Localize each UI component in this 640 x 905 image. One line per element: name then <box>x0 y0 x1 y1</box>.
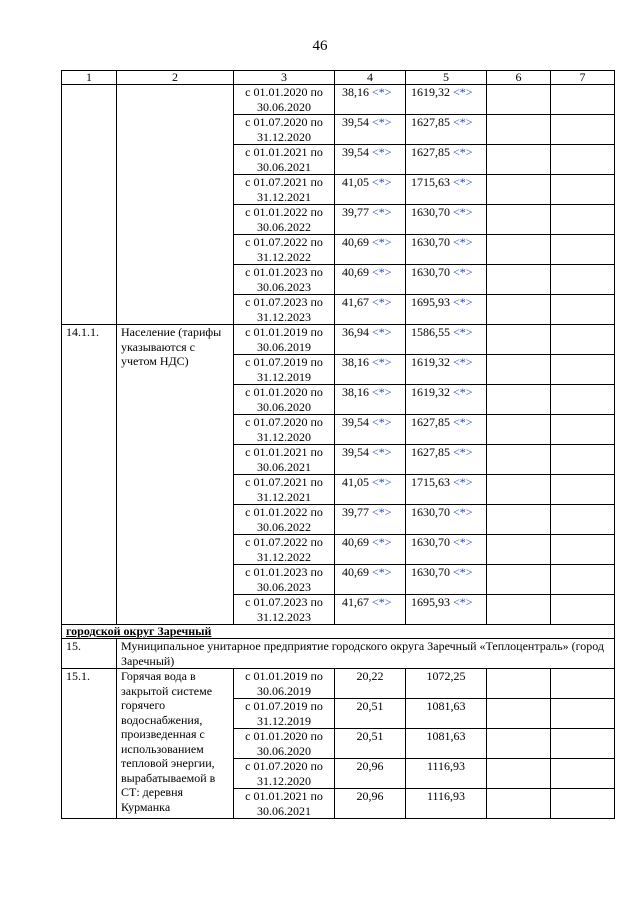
empty-col7-cell <box>551 235 615 265</box>
note-marker-link[interactable]: <*> <box>372 475 392 489</box>
note-marker-link[interactable]: <*> <box>372 175 392 189</box>
note-marker-link[interactable]: <*> <box>453 115 473 129</box>
tariff-col5-cell <box>406 175 487 205</box>
organization-name-cell: Муниципальное унитарное предприятие городского округа Заречный «Теплоцентраль» (город Заречный) <box>117 639 615 669</box>
section-title: городской округ Заречный <box>62 625 615 639</box>
tariff-col5-cell-value: 1630,70 <box>411 265 450 279</box>
column-number-header: 3 <box>234 71 335 85</box>
tariff-col5-cell <box>406 699 487 729</box>
note-marker-link[interactable]: <*> <box>453 595 473 609</box>
tariff-col5-cell <box>406 145 487 175</box>
note-marker-link[interactable]: <*> <box>372 355 392 369</box>
note-marker-link[interactable]: <*> <box>372 385 392 399</box>
tariff-col4-cell-value: 39,77 <box>342 205 369 219</box>
tariff-col4-cell <box>335 325 406 355</box>
tariff-col4-cell <box>335 595 406 625</box>
tariff-col4-cell-value: 20,22 <box>356 669 384 683</box>
empty-col6-cell <box>487 355 551 385</box>
tariff-col5-cell-value: 1630,70 <box>411 235 450 249</box>
column-number-header: 2 <box>117 71 234 85</box>
note-marker-link[interactable]: <*> <box>372 115 392 129</box>
empty-col7-cell <box>551 789 615 819</box>
tariff-col4-cell-value: 20,96 <box>356 759 384 773</box>
item-name-cell: Население (тарифы указываются с учетом НДС) <box>117 325 234 625</box>
tariff-col5-cell <box>406 669 487 699</box>
tariff-col4-cell <box>335 475 406 505</box>
tariff-col4-cell <box>335 505 406 535</box>
tariff-col4-cell <box>335 445 406 475</box>
item-name-cell: Горячая вода в закрытой системе горячего водоснабжения, произведенная с использованием тепловой энергии, вырабатываемой в СТ: деревня Курманка <box>117 669 234 819</box>
tariff-col5-cell-value: 1627,85 <box>411 445 450 459</box>
tariff-col5-cell <box>406 85 487 115</box>
period-cell: с 01.07.2022 по 31.12.2022 <box>234 235 335 265</box>
empty-col6-cell <box>487 595 551 625</box>
note-marker-link[interactable]: <*> <box>453 175 473 189</box>
empty-col6-cell <box>487 699 551 729</box>
period-cell: с 01.07.2020 по 31.12.2020 <box>234 759 335 789</box>
note-marker-link[interactable]: <*> <box>372 535 392 549</box>
period-cell: с 01.01.2020 по 30.06.2020 <box>234 85 335 115</box>
tariff-col5-cell <box>406 565 487 595</box>
note-marker-link[interactable]: <*> <box>372 265 392 279</box>
note-marker-link[interactable]: <*> <box>453 85 473 99</box>
empty-col6-cell <box>487 669 551 699</box>
empty-col7-cell <box>551 699 615 729</box>
empty-col6-cell <box>487 729 551 759</box>
tariff-table <box>61 70 615 819</box>
empty-col7-cell <box>551 565 615 595</box>
page-number: 46 <box>312 38 328 54</box>
empty-col6-cell <box>487 565 551 595</box>
tariff-col5-cell <box>406 475 487 505</box>
period-cell: с 01.07.2023 по 31.12.2023 <box>234 595 335 625</box>
tariff-col4-cell-value: 40,69 <box>342 265 369 279</box>
empty-col7-cell <box>551 535 615 565</box>
empty-col6-cell <box>487 265 551 295</box>
tariff-col5-cell-value: 1695,93 <box>411 295 450 309</box>
note-marker-link[interactable]: <*> <box>453 145 473 159</box>
tariff-col4-cell-value: 36,94 <box>342 325 369 339</box>
empty-col7-cell <box>551 295 615 325</box>
period-cell: с 01.07.2019 по 31.12.2019 <box>234 355 335 385</box>
item-number-cell: 15.1. <box>62 669 117 819</box>
column-number-header: 5 <box>406 71 487 85</box>
tariff-col4-cell <box>335 355 406 385</box>
tariff-col4-cell-value: 39,54 <box>342 115 369 129</box>
empty-col6-cell <box>487 235 551 265</box>
tariff-col4-cell <box>335 115 406 145</box>
column-number-header: 7 <box>551 71 615 85</box>
empty-col6-cell <box>487 175 551 205</box>
tariff-col5-cell <box>406 295 487 325</box>
item-name-cell <box>117 85 234 325</box>
tariff-col4-cell-value: 40,69 <box>342 235 369 249</box>
tariff-col5-cell <box>406 789 487 819</box>
tariff-col5-cell <box>406 265 487 295</box>
tariff-col4-cell-value: 39,54 <box>342 415 369 429</box>
note-marker-link[interactable]: <*> <box>372 505 392 519</box>
item-number-cell <box>62 85 117 325</box>
tariff-col5-cell <box>406 729 487 759</box>
tariff-col4-cell <box>335 789 406 819</box>
period-cell: с 01.01.2021 по 30.06.2021 <box>234 789 335 819</box>
empty-col6-cell <box>487 295 551 325</box>
empty-col6-cell <box>487 385 551 415</box>
empty-col6-cell <box>487 115 551 145</box>
tariff-col4-cell <box>335 385 406 415</box>
note-marker-link[interactable]: <*> <box>372 595 392 609</box>
tariff-col4-cell <box>335 565 406 595</box>
period-cell: с 01.07.2020 по 31.12.2020 <box>234 415 335 445</box>
note-marker-link[interactable]: <*> <box>453 565 473 579</box>
tariff-col5-cell-value: 1630,70 <box>411 565 450 579</box>
tariff-col4-cell-value: 38,16 <box>342 355 369 369</box>
empty-col6-cell <box>487 85 551 115</box>
tariff-col4-cell <box>335 759 406 789</box>
period-cell: с 01.01.2019 по 30.06.2019 <box>234 669 335 699</box>
empty-col6-cell <box>487 475 551 505</box>
note-marker-link[interactable]: <*> <box>453 205 473 219</box>
empty-col6-cell <box>487 205 551 235</box>
note-marker-link[interactable]: <*> <box>453 415 473 429</box>
note-marker-link[interactable]: <*> <box>453 355 473 369</box>
section-row <box>62 625 615 639</box>
note-marker-link[interactable]: <*> <box>372 445 392 459</box>
empty-col7-cell <box>551 505 615 535</box>
tariff-col4-cell-value: 40,69 <box>342 565 369 579</box>
note-marker-link[interactable]: <*> <box>453 325 473 339</box>
tariff-col5-cell-value: 1715,63 <box>411 475 450 489</box>
note-marker-link[interactable]: <*> <box>453 265 473 279</box>
column-number-header: 4 <box>335 71 406 85</box>
table-row <box>62 669 615 699</box>
period-cell: с 01.01.2021 по 30.06.2021 <box>234 445 335 475</box>
organization-number-cell: 15. <box>62 639 117 669</box>
tariff-col5-cell-value: 1081,63 <box>426 699 466 713</box>
tariff-col5-cell-value: 1619,32 <box>411 355 450 369</box>
empty-col7-cell <box>551 115 615 145</box>
note-marker-link[interactable]: <*> <box>453 385 473 399</box>
empty-col7-cell <box>551 759 615 789</box>
tariff-col4-cell <box>335 669 406 699</box>
tariff-col4-cell <box>335 235 406 265</box>
empty-col7-cell <box>551 669 615 699</box>
tariff-col4-cell <box>335 535 406 565</box>
tariff-col4-cell <box>335 265 406 295</box>
tariff-col4-cell <box>335 145 406 175</box>
empty-col7-cell <box>551 325 615 355</box>
period-cell: с 01.07.2020 по 31.12.2020 <box>234 115 335 145</box>
tariff-col5-cell-value: 1627,85 <box>411 415 450 429</box>
empty-col7-cell <box>551 385 615 415</box>
tariff-col4-cell-value: 41,05 <box>342 475 369 489</box>
organization-row <box>62 639 615 669</box>
tariff-col4-cell <box>335 729 406 759</box>
note-marker-link[interactable]: <*> <box>372 85 392 99</box>
column-number-row <box>62 71 615 85</box>
tariff-col4-cell <box>335 175 406 205</box>
tariff-col4-cell-value: 41,05 <box>342 175 369 189</box>
period-cell: с 01.01.2023 по 30.06.2023 <box>234 565 335 595</box>
note-marker-link[interactable]: <*> <box>372 205 392 219</box>
tariff-col5-cell <box>406 115 487 145</box>
tariff-col5-cell <box>406 505 487 535</box>
empty-col6-cell <box>487 445 551 475</box>
note-marker-link[interactable]: <*> <box>372 415 392 429</box>
tariff-col4-cell-value: 38,16 <box>342 385 369 399</box>
column-number-header: 1 <box>62 71 117 85</box>
tariff-col4-cell-value: 39,54 <box>342 445 369 459</box>
tariff-col4-cell-value: 20,51 <box>356 699 384 713</box>
note-marker-link[interactable]: <*> <box>453 505 473 519</box>
empty-col6-cell <box>487 415 551 445</box>
tariff-col4-cell <box>335 205 406 235</box>
period-cell: с 01.01.2019 по 30.06.2019 <box>234 325 335 355</box>
empty-col7-cell <box>551 175 615 205</box>
period-cell: с 01.01.2023 по 30.06.2023 <box>234 265 335 295</box>
tariff-col5-cell-value: 1630,70 <box>411 505 450 519</box>
empty-col6-cell <box>487 325 551 355</box>
tariff-col4-cell-value: 39,77 <box>342 505 369 519</box>
note-marker-link[interactable]: <*> <box>372 325 392 339</box>
tariff-col5-cell <box>406 355 487 385</box>
tariff-col5-cell-value: 1116,93 <box>426 759 466 773</box>
item-number-cell: 14.1.1. <box>62 325 117 625</box>
period-cell: с 01.07.2021 по 31.12.2021 <box>234 175 335 205</box>
tariff-col5-cell-value: 1695,93 <box>411 595 450 609</box>
tariff-col5-cell <box>406 759 487 789</box>
note-marker-link[interactable]: <*> <box>372 295 392 309</box>
tariff-col5-cell <box>406 325 487 355</box>
tariff-col5-cell <box>406 385 487 415</box>
period-cell: с 01.07.2021 по 31.12.2021 <box>234 475 335 505</box>
note-marker-link[interactable]: <*> <box>453 535 473 549</box>
note-marker-link[interactable]: <*> <box>453 475 473 489</box>
empty-col6-cell <box>487 505 551 535</box>
tariff-col5-cell <box>406 595 487 625</box>
tariff-col5-cell-value: 1116,93 <box>426 789 466 803</box>
tariff-col4-cell-value: 40,69 <box>342 535 369 549</box>
period-cell: с 01.01.2022 по 30.06.2022 <box>234 505 335 535</box>
tariff-col5-cell <box>406 445 487 475</box>
tariff-col5-cell-value: 1586,55 <box>411 325 450 339</box>
tariff-col5-cell-value: 1715,63 <box>411 175 450 189</box>
tariff-col5-cell <box>406 235 487 265</box>
empty-col7-cell <box>551 145 615 175</box>
empty-col7-cell <box>551 85 615 115</box>
tariff-col5-cell-value: 1072,25 <box>426 669 466 683</box>
empty-col7-cell <box>551 729 615 759</box>
note-marker-link[interactable]: <*> <box>453 295 473 309</box>
empty-col6-cell <box>487 535 551 565</box>
tariff-col4-cell-value: 20,96 <box>356 789 384 803</box>
period-cell: с 01.01.2022 по 30.06.2022 <box>234 205 335 235</box>
tariff-col4-cell-value: 38,16 <box>342 85 369 99</box>
period-cell: с 01.01.2020 по 30.06.2020 <box>234 729 335 759</box>
empty-col7-cell <box>551 355 615 385</box>
tariff-col5-cell-value: 1619,32 <box>411 385 450 399</box>
tariff-col4-cell-value: 41,67 <box>342 595 369 609</box>
tariff-col5-cell-value: 1627,85 <box>411 145 450 159</box>
tariff-col4-cell-value: 39,54 <box>342 145 369 159</box>
note-marker-link[interactable]: <*> <box>372 565 392 579</box>
table-row <box>62 325 615 355</box>
tariff-col4-cell-value: 41,67 <box>342 295 369 309</box>
empty-col6-cell <box>487 145 551 175</box>
period-cell: с 01.01.2020 по 30.06.2020 <box>234 385 335 415</box>
tariff-col5-cell-value: 1630,70 <box>411 205 450 219</box>
empty-col7-cell <box>551 595 615 625</box>
note-marker-link[interactable]: <*> <box>372 145 392 159</box>
period-cell: с 01.07.2022 по 31.12.2022 <box>234 535 335 565</box>
tariff-col5-cell-value: 1619,32 <box>411 85 450 99</box>
empty-col7-cell <box>551 475 615 505</box>
tariff-col5-cell <box>406 535 487 565</box>
note-marker-link[interactable]: <*> <box>453 445 473 459</box>
tariff-col4-cell-value: 20,51 <box>356 729 384 743</box>
empty-col6-cell <box>487 759 551 789</box>
tariff-col5-cell-value: 1627,85 <box>411 115 450 129</box>
column-number-header: 6 <box>487 71 551 85</box>
tariff-col4-cell <box>335 295 406 325</box>
period-cell: с 01.01.2021 по 30.06.2021 <box>234 145 335 175</box>
note-marker-link[interactable]: <*> <box>372 235 392 249</box>
period-cell: с 01.07.2019 по 31.12.2019 <box>234 699 335 729</box>
note-marker-link[interactable]: <*> <box>453 235 473 249</box>
empty-col7-cell <box>551 265 615 295</box>
empty-col7-cell <box>551 205 615 235</box>
tariff-col4-cell <box>335 85 406 115</box>
empty-col7-cell <box>551 445 615 475</box>
tariff-col5-cell <box>406 205 487 235</box>
table-row <box>62 85 615 115</box>
empty-col7-cell <box>551 415 615 445</box>
tariff-col4-cell <box>335 415 406 445</box>
tariff-col5-cell <box>406 415 487 445</box>
empty-col6-cell <box>487 789 551 819</box>
period-cell: с 01.07.2023 по 31.12.2023 <box>234 295 335 325</box>
tariff-col5-cell-value: 1081,63 <box>426 729 466 743</box>
tariff-col5-cell-value: 1630,70 <box>411 535 450 549</box>
tariff-col4-cell <box>335 699 406 729</box>
